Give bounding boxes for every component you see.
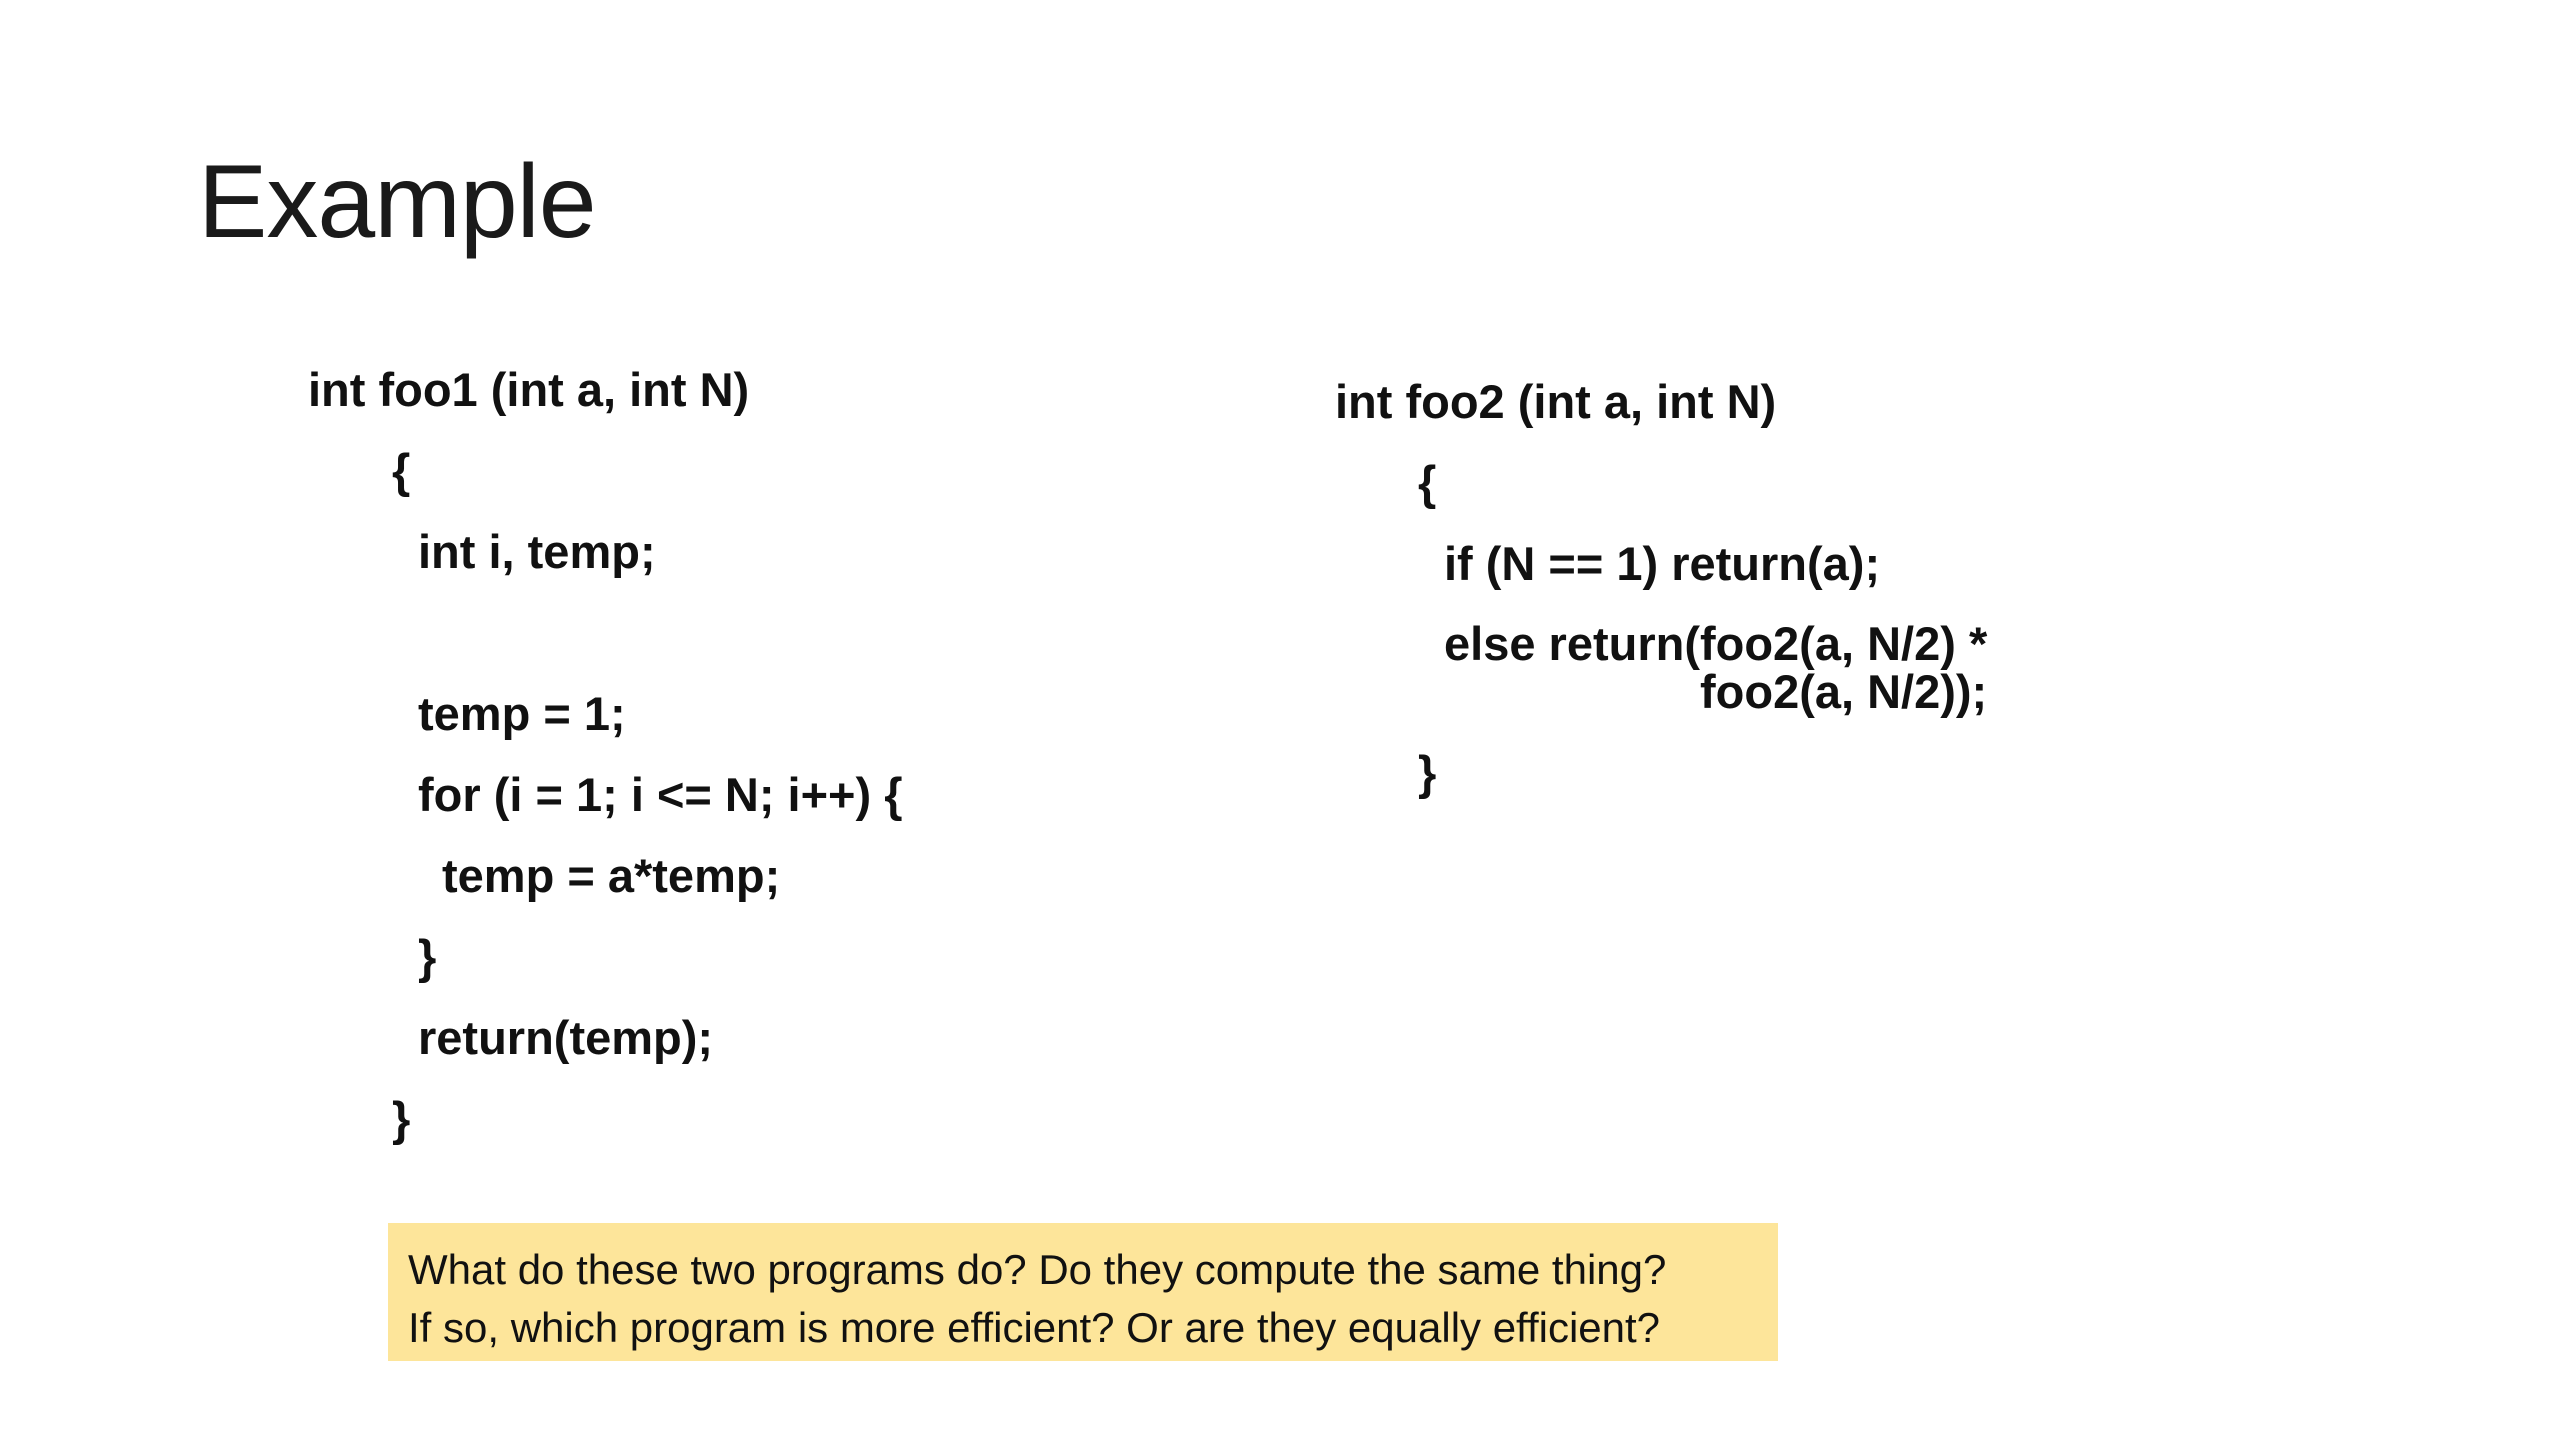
foo1-close-brace: }: [392, 1092, 411, 1145]
foo1-return: return(temp);: [418, 1011, 714, 1064]
question-line-2: If so, which program is more efficient? Or are they equally efficient?: [408, 1304, 1661, 1351]
foo1-for-loop: for (i = 1; i <= N; i++) {: [418, 768, 903, 821]
question-line-1: What do these two programs do? Do they compute the same thing?: [408, 1246, 1667, 1293]
foo2-recursive-case-continued: foo2(a, N/2));: [1700, 665, 1988, 718]
foo2-close-brace: }: [1418, 746, 1437, 799]
foo1-open-brace: {: [392, 444, 411, 497]
foo1-signature: int foo1 (int a, int N): [308, 363, 750, 416]
foo1-declaration: int i, temp;: [418, 525, 656, 578]
foo2-base-case: if (N == 1) return(a);: [1444, 537, 1881, 590]
foo1-loop-close-brace: }: [418, 930, 437, 983]
foo2-signature: int foo2 (int a, int N): [1335, 375, 1777, 428]
foo2-open-brace: {: [1418, 456, 1437, 509]
foo1-loop-body: temp = a*temp;: [442, 849, 781, 902]
question-callout: [388, 1223, 1778, 1361]
foo2-recursive-case: else return(foo2(a, N/2) *: [1444, 617, 1988, 670]
slide-title: Example: [198, 144, 596, 260]
foo1-init: temp = 1;: [418, 687, 626, 740]
